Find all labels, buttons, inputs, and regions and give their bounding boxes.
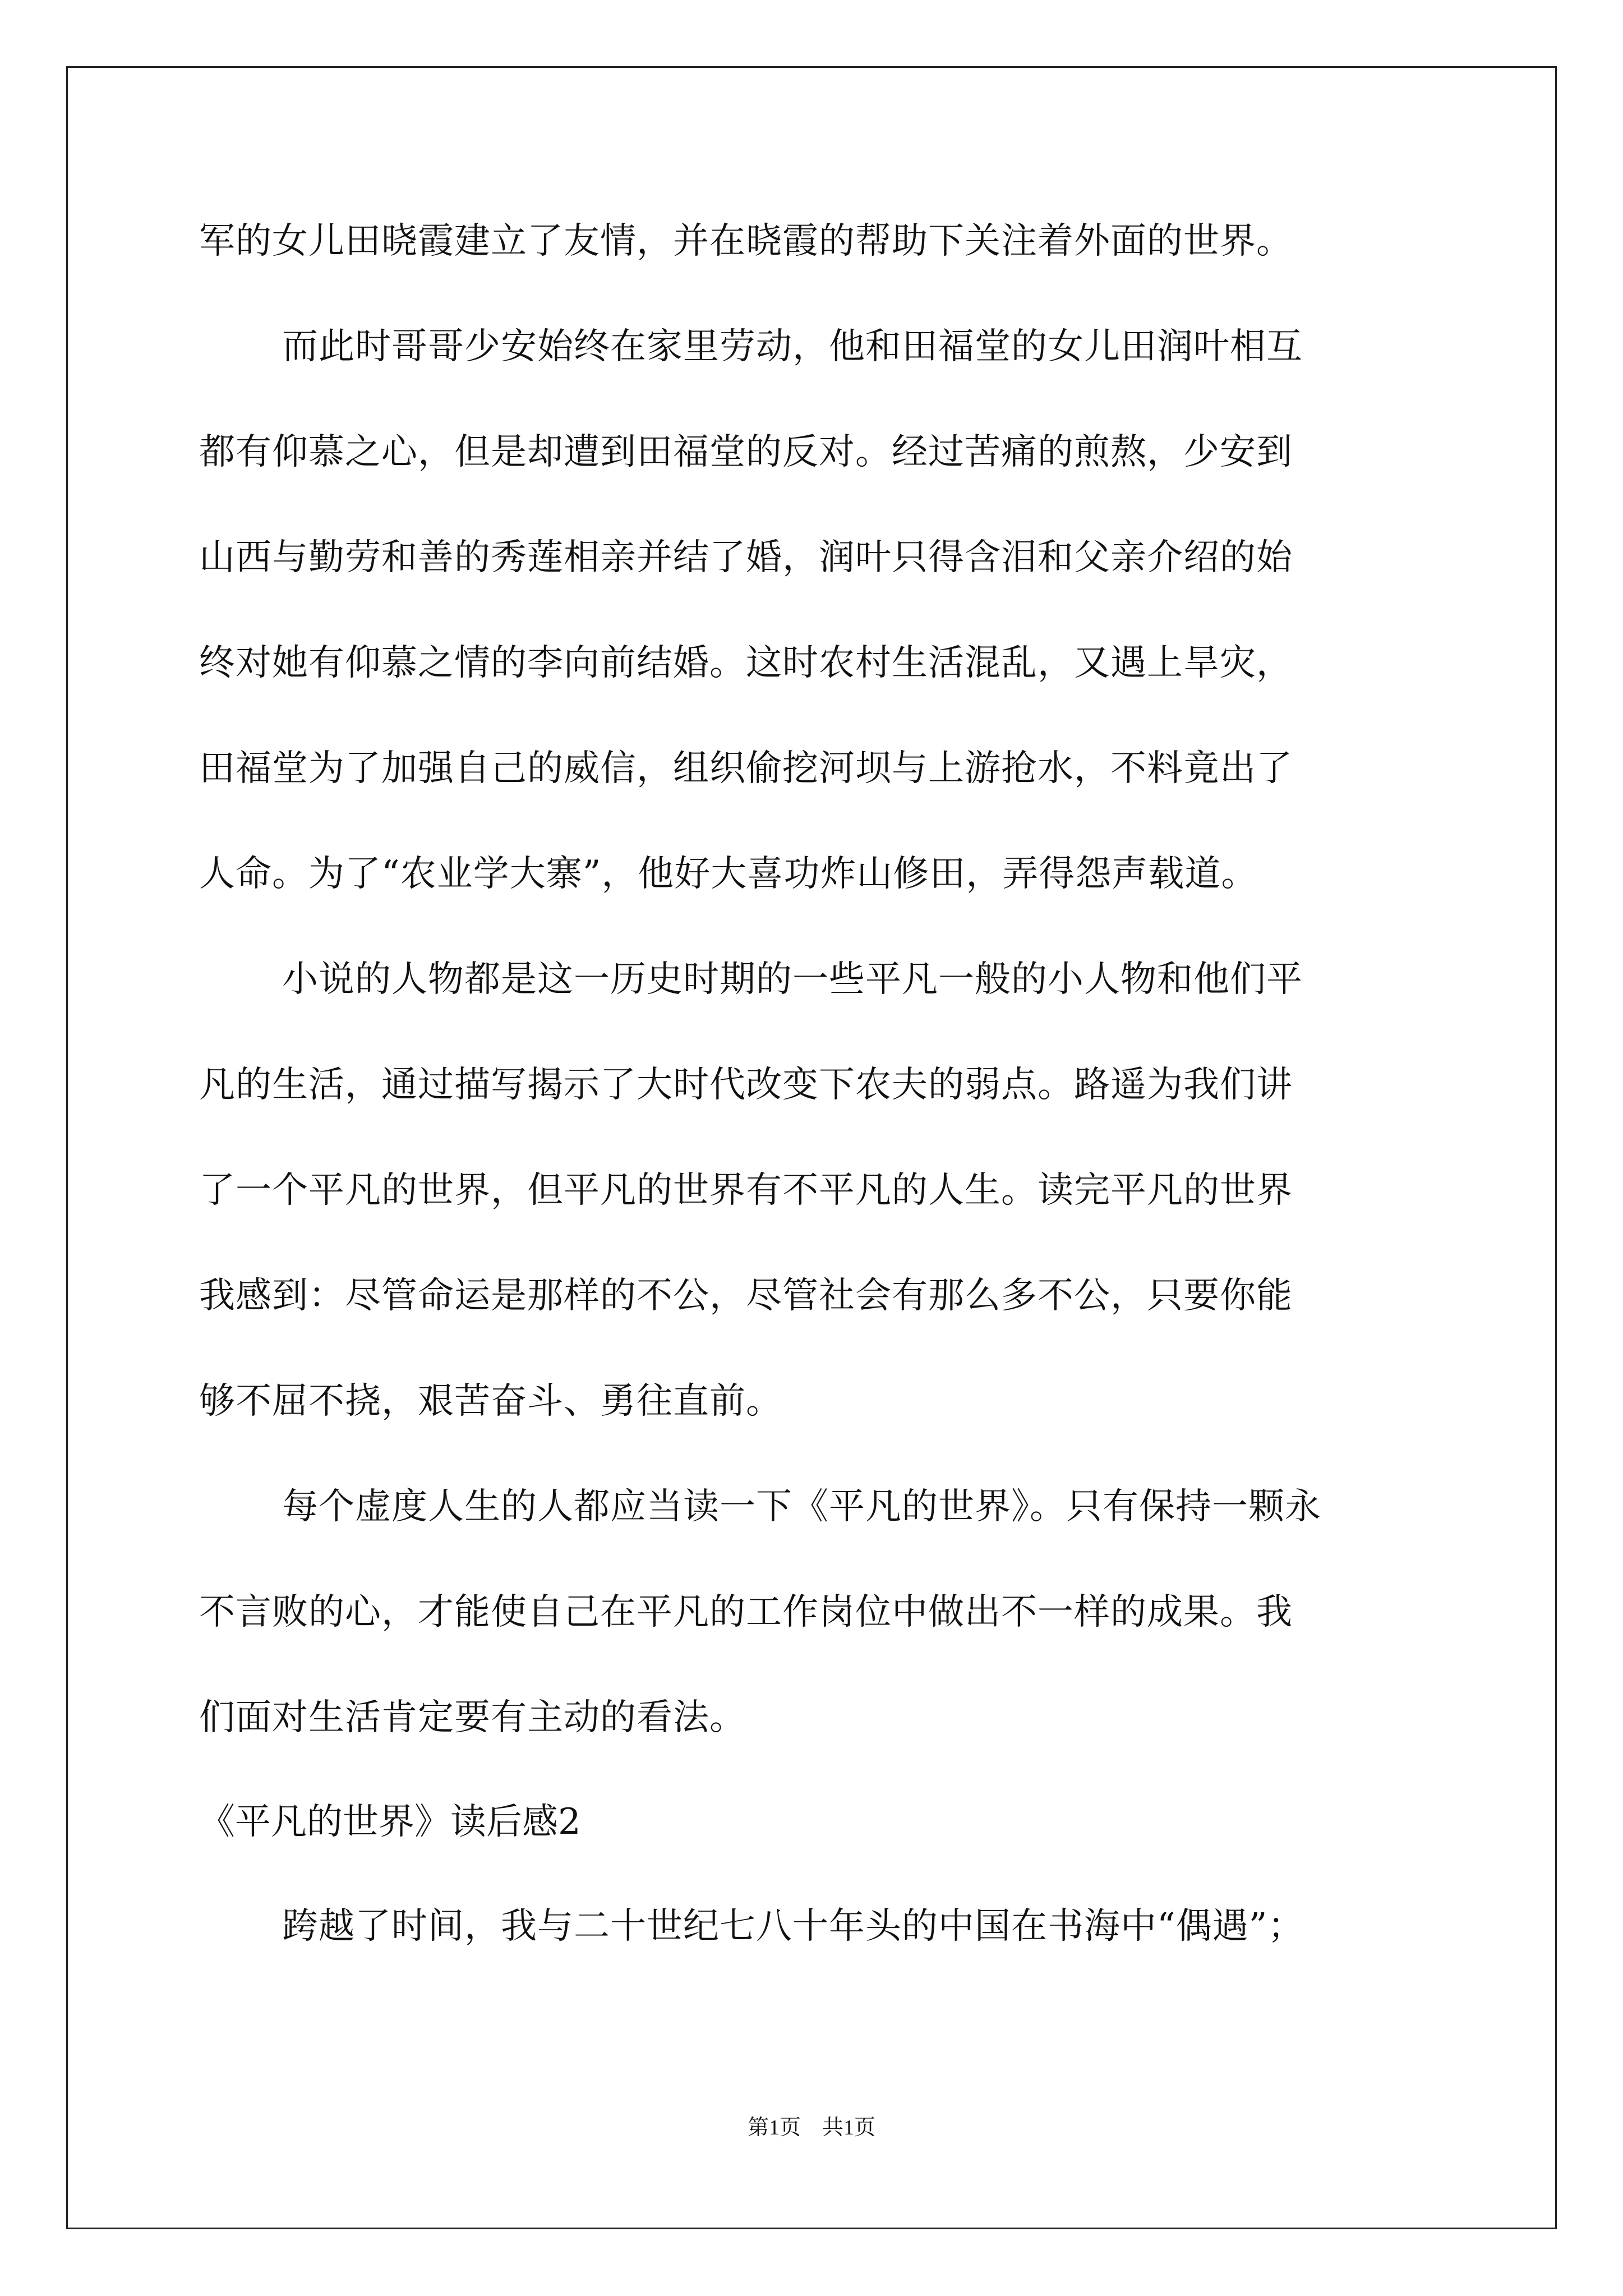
paragraph-line: 不言败的心，才能使自己在平凡的工作岗位中做出不一样的成果。我 bbox=[199, 1591, 1293, 1633]
paragraph-line: 田福堂为了加强自己的威信，组织偷挖河坝与上游抢水，不料竟出了 bbox=[199, 748, 1293, 789]
paragraph-line: 军的女儿田晓霞建立了友情，并在晓霞的帮助下关注着外面的世界。 bbox=[199, 220, 1293, 262]
page-number: 第1页 共1页 bbox=[747, 2116, 875, 2139]
section-heading: 《平凡的世界》读后感2 bbox=[199, 1801, 581, 1843]
paragraph-line: 人命。为了“农业学大寨”，他好大喜功炸山修田，弄得怨声载道。 bbox=[199, 853, 1258, 895]
paragraph-line: 跨越了时间，我与二十世纪七八十年头的中国在书海中“偶遇”； bbox=[282, 1906, 1304, 1947]
paragraph-line: 而此时哥哥少安始终在家里劳动，他和田福堂的女儿田润叶相互 bbox=[282, 326, 1303, 367]
paragraph-line: 够不屈不挠，艰苦奋斗、勇往直前。 bbox=[199, 1381, 782, 1422]
paragraph-line: 终对她有仰慕之情的李向前结婚。这时农村生活混乱，又遇上旱灾， bbox=[199, 642, 1293, 684]
paragraph-line: 凡的生活，通过描写揭示了大时代改变下农夫的弱点。路遥为我们讲 bbox=[199, 1064, 1293, 1106]
paragraph-line: 了一个平凡的世界，但平凡的世界有不平凡的人生。读完平凡的世界 bbox=[199, 1170, 1293, 1211]
paragraph-line: 都有仰慕之心，但是却遭到田福堂的反对。经过苦痛的煎熬，少安到 bbox=[199, 431, 1293, 473]
paragraph-line: 山西与勤劳和善的秀莲相亲并结了婚，润叶只得含泪和父亲介绍的始 bbox=[199, 537, 1293, 578]
paragraph-line: 小说的人物都是这一历史时期的一些平凡一般的小人物和他们平 bbox=[282, 959, 1303, 1000]
paragraph-line: 每个虚度人生的人都应当读一下《平凡的世界》。只有保持一颗永 bbox=[282, 1486, 1321, 1527]
paragraph-line: 们面对生活肯定要有主动的看法。 bbox=[199, 1697, 746, 1738]
paragraph-line: 我感到：尽管命运是那样的不公，尽管社会有那么多不公，只要你能 bbox=[199, 1275, 1293, 1317]
